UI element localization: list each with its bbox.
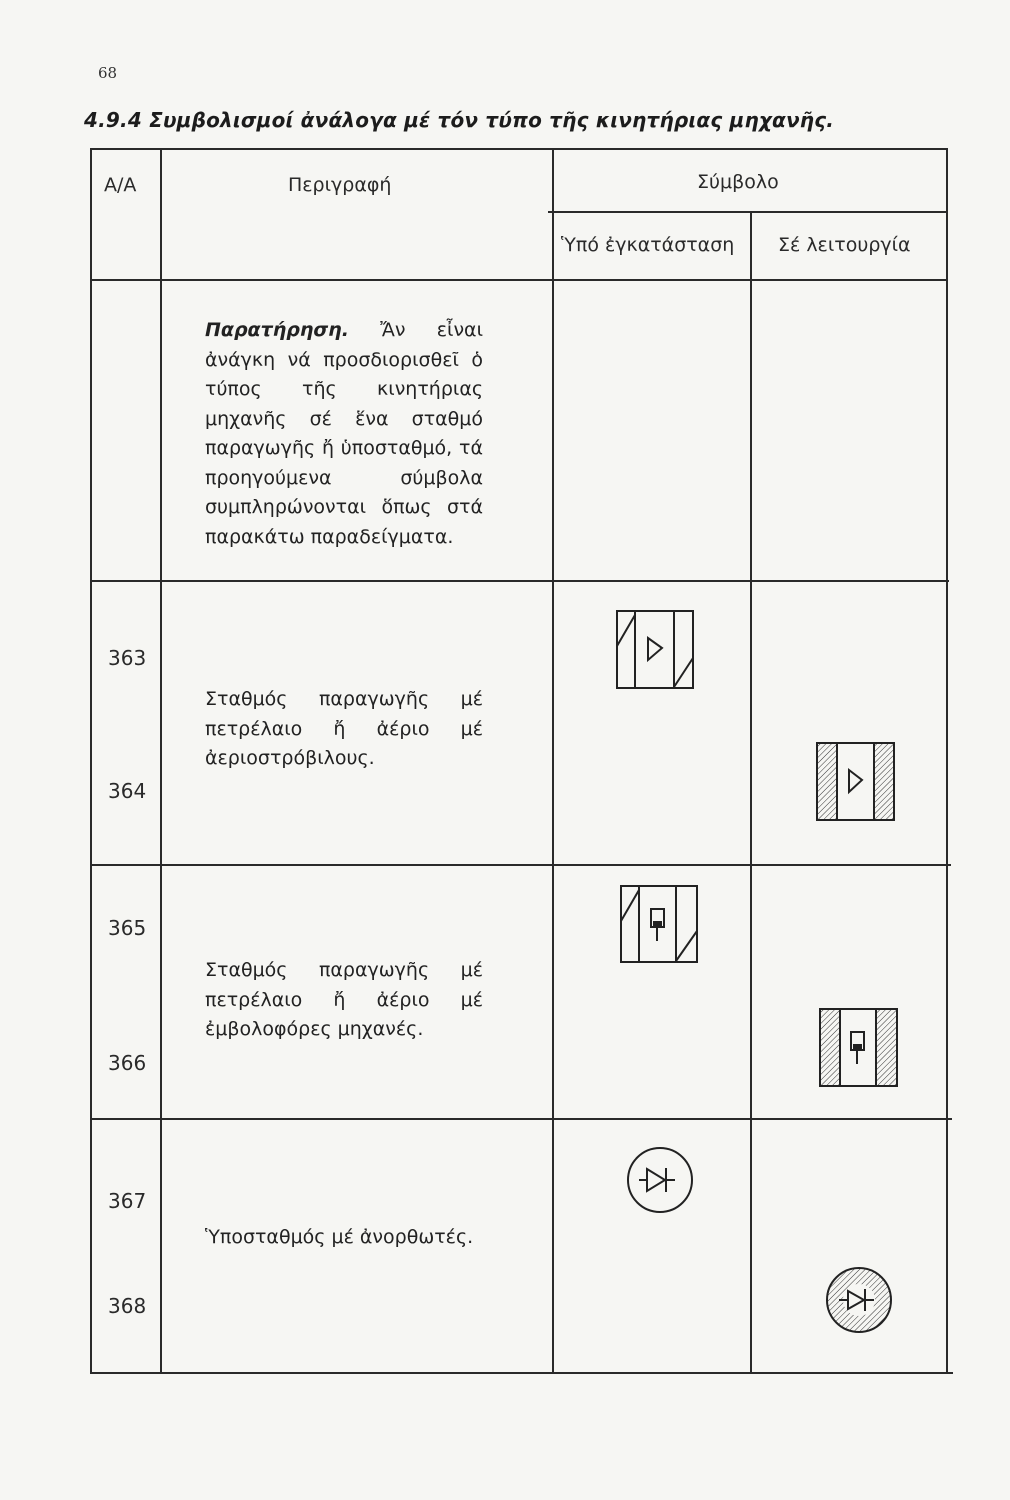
section-title: 4.9.4 Συμβολισμοί ἀνάλογα μέ τόν τύπο τῆς κινητήριας μηχανῆς. (84, 108, 835, 132)
row-divider-note (90, 580, 949, 582)
page-number: 68 (98, 64, 118, 82)
description-gas-turbine: Σταθμός παραγωγῆς μέ πετρέλαιο ἤ ἀέριο μέ ἀεριοστρόβιλους. (205, 688, 483, 769)
row-number-367: 367 (108, 1189, 147, 1213)
rectifier-substation-installed-icon (625, 1145, 695, 1219)
row-divider-gas-turbine (91, 864, 951, 866)
description-column-divider (552, 148, 554, 1374)
gas-turbine-station-installed-icon (616, 610, 696, 694)
note-paragraph (205, 316, 483, 552)
piston-engine-station-installed-icon (620, 885, 700, 969)
piston-engine-station-operating-icon (819, 1008, 899, 1092)
row-number-368: 368 (108, 1294, 147, 1318)
note-lead: Παρατήρηση. (205, 319, 349, 341)
row-divider-piston (92, 1118, 952, 1120)
header-symbol: Σύμβολο (697, 171, 779, 193)
header-symbol-operating: Σέ λειτουργία (778, 234, 911, 256)
header-bottom-border (90, 279, 948, 281)
description-piston-engine: Σταθμός παραγωγῆς μέ πετρέλαιο ἤ ἀέριο μέ ἐμβολοφόρες μηχανές. (205, 959, 483, 1040)
table-right-border (946, 148, 948, 1374)
header-symbol-installed: Ὑπό ἐγκατάσταση (561, 234, 735, 256)
gas-turbine-station-operating-icon (816, 742, 896, 826)
row-number-363: 363 (108, 646, 147, 670)
rectifier-substation-operating-icon (824, 1265, 894, 1339)
table-bottom-border (92, 1372, 953, 1374)
row-number-364: 364 (108, 779, 147, 803)
description-rectifier: Ὑποσταθμός μέ ἀνορθωτές. (205, 1226, 474, 1248)
table-left-border (90, 148, 92, 1374)
row-number-366: 366 (108, 1051, 147, 1075)
symbol-column-divider (750, 211, 752, 1374)
symbol-subheader-divider (548, 211, 947, 213)
row-number-365: 365 (108, 916, 147, 940)
table-top-border (90, 148, 947, 150)
header-description: Περιγραφή (288, 174, 392, 196)
aa-column-divider (160, 148, 162, 1374)
note-text: Ἄν εἶναι ἀνάγκη νά προσδιορισθεῖ ὁ τύπος τῆς κινητήριας μηχανῆς σέ ἕνα σταθμό παραγωγῆς ἤ ὑποσταθμό, τά προηγούμενα σύμβολα συμπληρώνονται ὅπως στά παρακάτω παραδείγματα. (205, 319, 484, 548)
header-aa: Α/Α (104, 174, 137, 196)
